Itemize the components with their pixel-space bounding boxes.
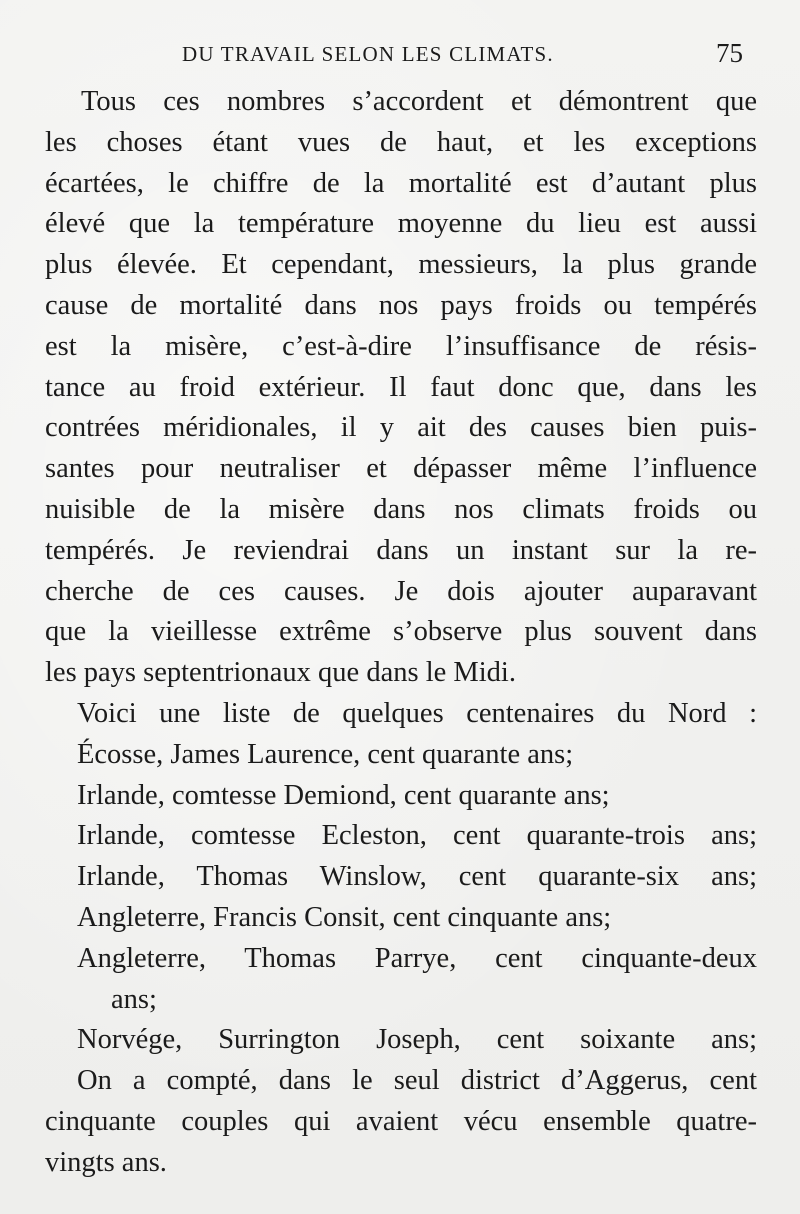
body-text [45,82,757,1184]
text-line: santes pour neutraliser et dépasser même l’influence [45,453,757,485]
text-line: est la misère, c’est-à-dire l’insuffisance de résis- [45,330,757,362]
text-line: contrées méridionales, il y ait des causes bien puis- [45,412,757,444]
text-line: les pays septentrionaux que dans le Midi. [45,657,516,689]
list-item: Irlande, Thomas Winslow, cent quarante-six ans; [77,861,757,893]
list-item: Écosse, James Laurence, cent quarante ans; [77,738,574,770]
text-line: On a compté, dans le seul district d’Aggerus, cent [77,1065,757,1097]
text-line: tempérés. Je reviendrai dans un instant sur la re- [45,534,757,566]
page-header [0,38,800,72]
list-item: Angleterre, Thomas Parrye, cent cinquante-deux [77,942,757,974]
page-number: 75 [716,38,743,68]
list-item: Irlande, comtesse Demiond, cent quarante ans; [77,779,610,811]
running-title: DU TRAVAIL SELON LES CLIMATS. [182,42,554,66]
text-line: cherche de ces causes. Je dois ajouter auparavant [45,575,757,607]
text-line: les choses étant vues de haut, et les exceptions [45,126,757,158]
text-line: vingts ans. [45,1146,167,1178]
text-line: tance au froid extérieur. Il faut donc que, dans les [45,371,757,403]
list-item: Angleterre, Francis Consit, cent cinquante ans; [77,901,612,933]
list-item: Norvége, Surrington Joseph, cent soixante ans; [77,1024,757,1056]
list-item: Irlande, comtesse Ecleston, cent quarante-trois ans; [77,820,757,852]
text-line: cause de mortalité dans nos pays froids ou tempérés [45,289,757,321]
text-line: élevé que la température moyenne du lieu est aussi [45,208,757,240]
text-line: plus élevée. Et cependant, messieurs, la plus grande [45,249,757,281]
text-line: Tous ces nombres s’accordent et démontrent que [81,86,757,117]
list-item-continuation: ans; [111,983,157,1015]
text-line: écartées, le chiffre de la mortalité est d’autant plus [45,167,757,199]
list-intro-line: Voici une liste de quelques centenaires du Nord : [77,697,757,729]
text-line: que la vieillesse extrême s’observe plus souvent dans [45,616,757,648]
text-line: nuisible de la misère dans nos climats froids ou [45,493,757,525]
text-line: cinquante couples qui avaient vécu ensemble quatre- [45,1105,757,1137]
